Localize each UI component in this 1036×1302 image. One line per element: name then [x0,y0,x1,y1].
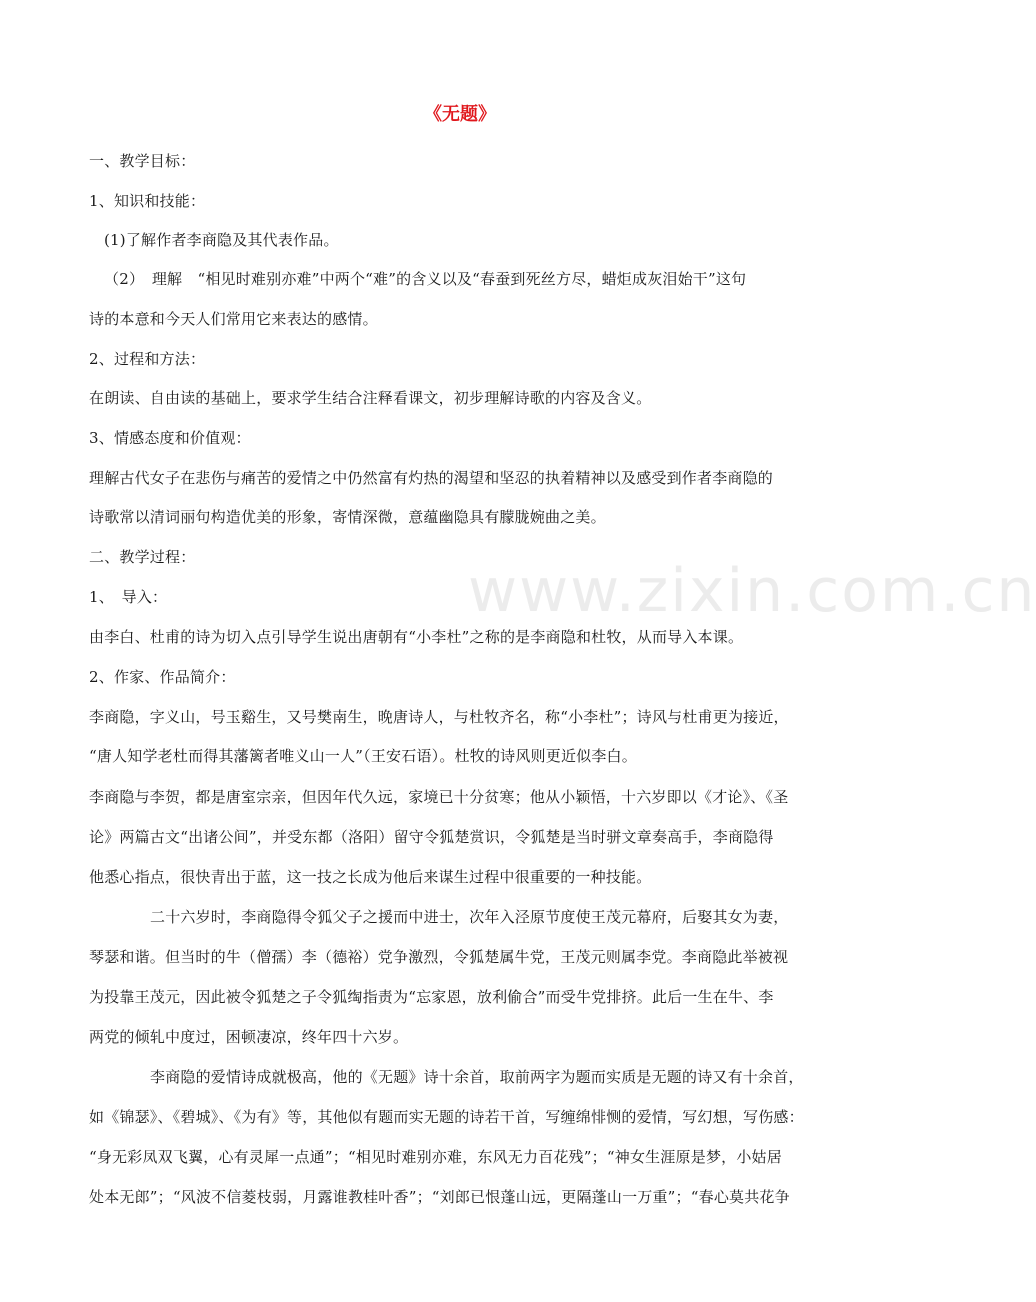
section-heading-process: 二、教学过程： [89,548,196,566]
paragraph-line: 他悉心指点，很快青出于蓝，这一技之长成为他后来谋生过程中很重要的一种技能。 [89,868,652,886]
subheading-author: 2、作家、作品简介： [89,668,236,686]
paragraph-line: 理解古代女子在悲伤与痛苦的爱情之中仍然富有灼热的渴望和坚忍的执着精神以及感受到作者李商隐的 [89,469,774,487]
paragraph-line: 李商隐，字义山，号玉谿生，又号樊南生，晚唐诗人，与杜牧齐名，称“小李杜”；诗风与杜甫更为接近， [89,708,789,726]
paragraph-line: 处本无郎”；“风波不信菱枝弱，月露谁教桂叶香”；“刘郎已恨蓬山远，更隔蓬山一万重”；“春心莫共花争 [89,1188,790,1206]
paragraph-line: (1)了解作者李商隐及其代表作品。 [104,231,339,249]
paragraph-line: 如《锦瑟》、《碧城》、《为有》等，其他似有题而实无题的诗若干首，写缠绵悱恻的爱情，写幻想，写伤感： [89,1108,804,1126]
watermark: www.zixin.com.cn [468,556,1036,626]
paragraph-line: “唐人知学老杜而得其藩篱者唯义山一人”（王安石语）。杜牧的诗风则更近似李白。 [89,747,637,765]
paragraph-line: 论》两篇古文“出诸公间”，并受东都（洛阳）留守令狐楚赏识，令狐楚是当时骈文章奏高手，李商隐得 [89,828,774,846]
paragraph-line: 在朗读、自由读的基础上，要求学生结合注释看课文，初步理解诗歌的内容及含义。 [89,389,652,407]
paragraph-line: 两党的倾轧中度过，困顿凄凉，终年四十六岁。 [89,1028,409,1046]
subheading-knowledge: 1、知识和技能： [89,192,206,210]
paragraph-line: 由李白、杜甫的诗为切入点引导学生说出唐朝有“小李杜”之称的是李商隐和杜牧，从而导入本课。 [89,628,744,646]
paragraph-line: “身无彩凤双飞翼，心有灵犀一点通”；“相见时难别亦难，东风无力百花残”；“神女生涯原是梦，小姑居 [89,1148,782,1166]
subheading-attitude: 3、情感态度和价值观： [89,429,251,447]
subheading-process: 2、过程和方法： [89,350,206,368]
section-heading-goals: 一、教学目标： [89,152,196,170]
paragraph-line: 诗的本意和今天人们常用它来表达的感情。 [89,310,378,328]
paragraph-line: 琴瑟和谐。但当时的牛（僧孺）李（德裕）党争激烈，令狐楚属牛党，王茂元则属李党。李商隐此举被视 [89,948,789,966]
paragraph-line: 为投靠王茂元，因此被令狐楚之子令狐绹指责为“忘家恩，放利偷合”而受牛党排挤。此后一生在牛、李 [89,988,774,1006]
paragraph-line: （2） 理解 “相见时难别亦难”中两个“难”的含义以及“春蚕到死丝方尽，蜡炬成灰泪始干”这句 [104,270,747,288]
paragraph-line: 李商隐与李贺，都是唐室宗亲，但因年代久远，家境已十分贫寒；他从小颖悟，十六岁即以《才论》、《圣 [89,788,789,806]
subheading-intro: 1、 导入： [89,588,168,606]
paragraph-line: 诗歌常以清词丽句构造优美的形象，寄情深微，意蕴幽隐具有朦胧婉曲之美。 [89,508,606,526]
document-title: 《无题》 [424,104,496,125]
paragraph-line: 李商隐的爱情诗成就极高，他的《无题》诗十余首，取前两字为题而实质是无题的诗又有十余首， [150,1068,804,1086]
paragraph-line: 二十六岁时，李商隐得令狐父子之援而中进士，次年入泾原节度使王茂元幕府，后娶其女为妻， [150,908,789,926]
